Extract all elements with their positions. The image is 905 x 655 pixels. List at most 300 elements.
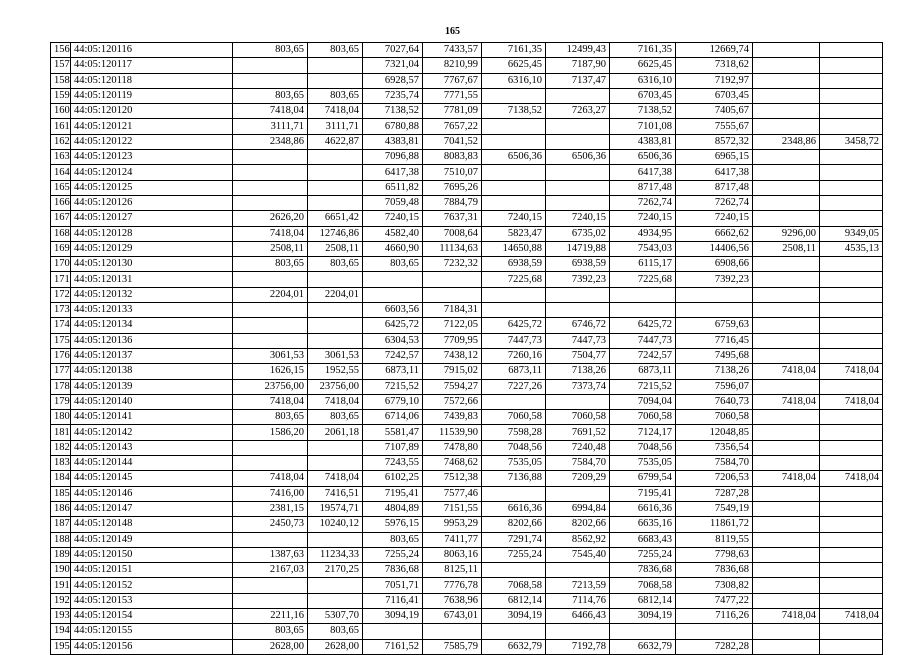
table-row (51, 379, 883, 394)
value-cell (482, 195, 546, 210)
value-cell (753, 517, 820, 532)
value-cell (753, 501, 820, 516)
value-cell: 803,65 (363, 532, 423, 547)
value-cell: 2508,11 (753, 241, 820, 256)
value-cell: 14650,88 (482, 241, 546, 256)
value-cell: 7195,41 (363, 486, 423, 501)
table-row (51, 165, 883, 180)
value-cell (753, 318, 820, 333)
row-number-cell: 185 (51, 486, 71, 501)
value-cell: 6662,62 (676, 226, 753, 241)
value-cell: 6779,10 (363, 394, 423, 409)
value-cell: 6635,16 (610, 517, 676, 532)
value-cell (820, 486, 883, 501)
table-row (51, 639, 883, 654)
value-cell: 7767,67 (423, 73, 482, 88)
table-row (51, 578, 883, 593)
value-cell (753, 303, 820, 318)
value-cell: 8210,99 (423, 58, 482, 73)
value-cell (753, 379, 820, 394)
value-cell: 7008,64 (423, 226, 482, 241)
cadastral-code-cell: 44:05:120125 (71, 180, 233, 195)
value-cell: 8562,92 (546, 532, 610, 547)
value-cell: 2381,15 (233, 501, 308, 516)
value-cell: 7577,46 (423, 486, 482, 501)
value-cell: 7418,04 (233, 471, 308, 486)
value-cell: 7060,58 (610, 410, 676, 425)
value-cell: 7041,52 (423, 134, 482, 149)
value-cell (233, 180, 308, 195)
value-cell: 2628,00 (233, 639, 308, 654)
value-cell: 2626,20 (233, 211, 308, 226)
value-cell: 2348,86 (233, 134, 308, 149)
value-cell: 2170,25 (308, 563, 363, 578)
row-number-cell: 187 (51, 517, 71, 532)
value-cell: 7392,23 (676, 272, 753, 287)
value-cell: 7192,97 (676, 73, 753, 88)
value-cell (820, 272, 883, 287)
table-row (51, 43, 883, 58)
value-cell: 7356,54 (676, 440, 753, 455)
cadastral-code-cell: 44:05:120142 (71, 425, 233, 440)
value-cell: 7545,40 (546, 547, 610, 562)
value-cell (820, 517, 883, 532)
row-number-cell: 194 (51, 624, 71, 639)
value-cell (482, 394, 546, 409)
value-cell: 7447,73 (546, 333, 610, 348)
value-cell: 8119,55 (676, 532, 753, 547)
value-cell: 1586,20 (233, 425, 308, 440)
table-row (51, 532, 883, 547)
row-number-cell: 164 (51, 165, 71, 180)
value-cell: 803,65 (308, 410, 363, 425)
value-cell (820, 440, 883, 455)
value-cell: 7151,55 (423, 501, 482, 516)
value-cell: 7318,62 (676, 58, 753, 73)
value-cell (308, 195, 363, 210)
value-cell: 7184,31 (423, 303, 482, 318)
value-cell (233, 58, 308, 73)
value-cell (423, 624, 482, 639)
value-cell: 7373,74 (546, 379, 610, 394)
value-cell: 6746,72 (546, 318, 610, 333)
value-cell: 7227,26 (482, 379, 546, 394)
value-cell: 4383,81 (363, 134, 423, 149)
value-cell: 6417,38 (610, 165, 676, 180)
value-cell (308, 333, 363, 348)
value-cell: 3094,19 (610, 608, 676, 623)
value-cell (753, 624, 820, 639)
value-cell: 7716,45 (676, 333, 753, 348)
value-cell: 11234,33 (308, 547, 363, 562)
cadastral-code-cell: 44:05:120149 (71, 532, 233, 547)
value-cell: 7439,83 (423, 410, 482, 425)
value-cell (820, 563, 883, 578)
table-row (51, 119, 883, 134)
value-cell: 7418,04 (753, 364, 820, 379)
value-cell (233, 532, 308, 547)
value-cell: 7161,52 (363, 639, 423, 654)
row-number-cell: 162 (51, 134, 71, 149)
value-cell: 7418,04 (753, 471, 820, 486)
value-cell (820, 639, 883, 654)
value-cell: 6466,43 (546, 608, 610, 623)
table-row (51, 410, 883, 425)
value-cell: 803,65 (363, 257, 423, 272)
value-cell (820, 501, 883, 516)
value-cell: 6316,10 (482, 73, 546, 88)
value-cell (753, 348, 820, 363)
cadastral-code-cell: 44:05:120140 (71, 394, 233, 409)
value-cell (820, 180, 883, 195)
value-cell (546, 563, 610, 578)
table-row (51, 348, 883, 363)
value-cell (820, 287, 883, 302)
value-cell: 7242,57 (363, 348, 423, 363)
value-cell (482, 287, 546, 302)
value-cell: 7124,17 (610, 425, 676, 440)
value-cell: 7138,52 (363, 104, 423, 119)
value-cell: 7535,05 (482, 456, 546, 471)
value-cell: 12669,74 (676, 43, 753, 58)
value-cell: 7262,74 (610, 195, 676, 210)
value-cell: 7051,71 (363, 578, 423, 593)
value-cell (233, 456, 308, 471)
value-cell: 6616,36 (482, 501, 546, 516)
value-cell: 6928,57 (363, 73, 423, 88)
value-cell: 7282,28 (676, 639, 753, 654)
table-row (51, 440, 883, 455)
value-cell: 6714,06 (363, 410, 423, 425)
value-cell: 6703,45 (676, 88, 753, 103)
value-cell (820, 318, 883, 333)
value-cell (753, 180, 820, 195)
value-cell (546, 486, 610, 501)
value-cell: 7291,74 (482, 532, 546, 547)
value-cell: 7321,04 (363, 58, 423, 73)
value-cell (546, 88, 610, 103)
value-cell: 7584,70 (676, 456, 753, 471)
cadastral-code-cell: 44:05:120127 (71, 211, 233, 226)
row-number-cell: 163 (51, 150, 71, 165)
value-cell: 6759,63 (676, 318, 753, 333)
table-row (51, 394, 883, 409)
value-cell: 23756,00 (233, 379, 308, 394)
value-cell (753, 425, 820, 440)
value-cell: 7059,48 (363, 195, 423, 210)
cadastral-value-table (50, 42, 883, 655)
table-row (51, 134, 883, 149)
value-cell: 7418,04 (233, 104, 308, 119)
value-cell: 803,65 (308, 43, 363, 58)
value-cell (753, 639, 820, 654)
value-cell: 2061,18 (308, 425, 363, 440)
value-cell: 8125,11 (423, 563, 482, 578)
table-row (51, 425, 883, 440)
cadastral-code-cell: 44:05:120138 (71, 364, 233, 379)
value-cell: 6316,10 (610, 73, 676, 88)
value-cell: 7510,07 (423, 165, 482, 180)
value-cell (676, 287, 753, 302)
value-cell (546, 394, 610, 409)
value-cell: 7240,15 (546, 211, 610, 226)
row-number-cell: 190 (51, 563, 71, 578)
value-cell (233, 333, 308, 348)
value-cell: 6703,45 (610, 88, 676, 103)
value-cell (753, 440, 820, 455)
value-cell: 6780,88 (363, 119, 423, 134)
cadastral-code-cell: 44:05:120143 (71, 440, 233, 455)
cadastral-code-cell: 44:05:120116 (71, 43, 233, 58)
value-cell: 4535,13 (820, 241, 883, 256)
value-cell: 7060,58 (676, 410, 753, 425)
value-cell: 2204,01 (233, 287, 308, 302)
value-cell (820, 456, 883, 471)
cadastral-code-cell: 44:05:120144 (71, 456, 233, 471)
table-row (51, 608, 883, 623)
value-cell: 7255,24 (482, 547, 546, 562)
value-cell: 7418,04 (233, 394, 308, 409)
value-cell: 7114,76 (546, 593, 610, 608)
value-cell: 8063,16 (423, 547, 482, 562)
value-cell: 7798,63 (676, 547, 753, 562)
value-cell: 3111,71 (233, 119, 308, 134)
value-cell (753, 333, 820, 348)
cadastral-code-cell: 44:05:120136 (71, 333, 233, 348)
value-cell (753, 104, 820, 119)
row-number-cell: 160 (51, 104, 71, 119)
value-cell: 7418,04 (753, 394, 820, 409)
value-cell (753, 211, 820, 226)
value-cell: 8202,66 (482, 517, 546, 532)
value-cell (233, 73, 308, 88)
value-cell: 7138,26 (676, 364, 753, 379)
value-cell (753, 287, 820, 302)
value-cell: 7232,32 (423, 257, 482, 272)
row-number-cell: 171 (51, 272, 71, 287)
row-number-cell: 176 (51, 348, 71, 363)
row-number-cell: 174 (51, 318, 71, 333)
row-number-cell: 179 (51, 394, 71, 409)
table-row (51, 318, 883, 333)
value-cell: 2167,03 (233, 563, 308, 578)
table-row (51, 241, 883, 256)
value-cell: 803,65 (233, 410, 308, 425)
value-cell: 7192,78 (546, 639, 610, 654)
value-cell: 7122,05 (423, 318, 482, 333)
value-cell: 7695,26 (423, 180, 482, 195)
value-cell: 6873,11 (610, 364, 676, 379)
value-cell: 7137,47 (546, 73, 610, 88)
table-row (51, 593, 883, 608)
value-cell (753, 563, 820, 578)
table-body (51, 43, 883, 655)
value-cell: 7572,66 (423, 394, 482, 409)
value-cell: 803,65 (308, 257, 363, 272)
value-cell: 7138,52 (482, 104, 546, 119)
row-number-cell: 173 (51, 303, 71, 318)
row-number-cell: 188 (51, 532, 71, 547)
value-cell: 4622,87 (308, 134, 363, 149)
value-cell: 7206,53 (676, 471, 753, 486)
value-cell: 4582,40 (363, 226, 423, 241)
value-cell: 7691,52 (546, 425, 610, 440)
value-cell: 7225,68 (610, 272, 676, 287)
value-cell (482, 303, 546, 318)
value-cell: 7242,57 (610, 348, 676, 363)
table-row (51, 501, 883, 516)
table-row (51, 150, 883, 165)
table-row (51, 272, 883, 287)
value-cell (610, 287, 676, 302)
table-row (51, 624, 883, 639)
value-cell: 2348,86 (753, 134, 820, 149)
cadastral-code-cell: 44:05:120122 (71, 134, 233, 149)
value-cell: 7433,57 (423, 43, 482, 58)
cadastral-code-cell: 44:05:120117 (71, 58, 233, 73)
value-cell: 7884,79 (423, 195, 482, 210)
value-cell: 7709,95 (423, 333, 482, 348)
value-cell: 7657,22 (423, 119, 482, 134)
value-cell: 2450,73 (233, 517, 308, 532)
value-cell: 12746,86 (308, 226, 363, 241)
value-cell: 6908,66 (676, 257, 753, 272)
value-cell: 7235,74 (363, 88, 423, 103)
value-cell (363, 624, 423, 639)
value-cell: 4804,89 (363, 501, 423, 516)
value-cell (482, 134, 546, 149)
value-cell (233, 150, 308, 165)
value-cell: 9953,29 (423, 517, 482, 532)
row-number-cell: 177 (51, 364, 71, 379)
value-cell: 7418,04 (820, 394, 883, 409)
value-cell (308, 180, 363, 195)
value-cell (820, 73, 883, 88)
value-cell (233, 303, 308, 318)
value-cell: 6425,72 (482, 318, 546, 333)
value-cell: 7584,70 (546, 456, 610, 471)
value-cell: 7240,15 (363, 211, 423, 226)
value-cell (820, 410, 883, 425)
row-number-cell: 156 (51, 43, 71, 58)
value-cell (820, 43, 883, 58)
value-cell: 7392,23 (546, 272, 610, 287)
cadastral-code-cell: 44:05:120126 (71, 195, 233, 210)
value-cell: 3458,72 (820, 134, 883, 149)
value-cell (820, 211, 883, 226)
value-cell (233, 440, 308, 455)
value-cell (308, 150, 363, 165)
value-cell (363, 287, 423, 302)
value-cell: 803,65 (233, 624, 308, 639)
row-number-cell: 178 (51, 379, 71, 394)
value-cell: 23756,00 (308, 379, 363, 394)
value-cell: 7101,08 (610, 119, 676, 134)
value-cell: 7187,90 (546, 58, 610, 73)
value-cell: 6102,25 (363, 471, 423, 486)
value-cell (820, 104, 883, 119)
cadastral-code-cell: 44:05:120147 (71, 501, 233, 516)
value-cell: 7138,26 (546, 364, 610, 379)
value-cell (820, 58, 883, 73)
value-cell: 7136,88 (482, 471, 546, 486)
value-cell: 5307,70 (308, 608, 363, 623)
value-cell: 7418,04 (753, 608, 820, 623)
value-cell (482, 180, 546, 195)
value-cell (820, 547, 883, 562)
cadastral-code-cell: 44:05:120145 (71, 471, 233, 486)
value-cell (308, 440, 363, 455)
value-cell: 6506,36 (482, 150, 546, 165)
value-cell: 7060,58 (482, 410, 546, 425)
value-cell: 14406,56 (676, 241, 753, 256)
table-row (51, 104, 883, 119)
value-cell: 11861,72 (676, 517, 753, 532)
cadastral-code-cell: 44:05:120150 (71, 547, 233, 562)
value-cell: 7255,24 (363, 547, 423, 562)
value-cell (546, 303, 610, 318)
table-row (51, 364, 883, 379)
value-cell (820, 425, 883, 440)
value-cell: 7836,68 (363, 563, 423, 578)
value-cell: 3111,71 (308, 119, 363, 134)
value-cell: 7495,68 (676, 348, 753, 363)
value-cell: 7060,58 (546, 410, 610, 425)
row-number-cell: 165 (51, 180, 71, 195)
value-cell (482, 486, 546, 501)
value-cell (308, 593, 363, 608)
cadastral-code-cell: 44:05:120132 (71, 287, 233, 302)
value-cell: 6632,79 (482, 639, 546, 654)
value-cell: 11539,90 (423, 425, 482, 440)
value-cell: 7195,41 (610, 486, 676, 501)
value-cell (546, 119, 610, 134)
value-cell (676, 624, 753, 639)
row-number-cell: 182 (51, 440, 71, 455)
value-cell: 1952,55 (308, 364, 363, 379)
value-cell: 7418,04 (820, 471, 883, 486)
value-cell: 7504,77 (546, 348, 610, 363)
value-cell: 803,65 (233, 43, 308, 58)
value-cell: 6938,59 (546, 257, 610, 272)
value-cell: 8572,32 (676, 134, 753, 149)
value-cell (482, 165, 546, 180)
cadastral-code-cell: 44:05:120131 (71, 272, 233, 287)
value-cell: 9296,00 (753, 226, 820, 241)
cadastral-code-cell: 44:05:120130 (71, 257, 233, 272)
value-cell: 7243,55 (363, 456, 423, 471)
value-cell: 7308,82 (676, 578, 753, 593)
value-cell (233, 318, 308, 333)
table-row (51, 211, 883, 226)
value-cell: 3061,53 (233, 348, 308, 363)
value-cell: 3061,53 (308, 348, 363, 363)
cadastral-code-cell: 44:05:120121 (71, 119, 233, 134)
row-number-cell: 195 (51, 639, 71, 654)
value-cell: 7549,19 (676, 501, 753, 516)
value-cell (820, 624, 883, 639)
value-cell: 7418,04 (308, 104, 363, 119)
value-cell: 7781,09 (423, 104, 482, 119)
value-cell: 10240,12 (308, 517, 363, 532)
value-cell: 7418,04 (308, 394, 363, 409)
value-cell: 6625,45 (610, 58, 676, 73)
value-cell (753, 456, 820, 471)
value-cell (820, 379, 883, 394)
value-cell (233, 578, 308, 593)
value-cell (753, 593, 820, 608)
row-number-cell: 180 (51, 410, 71, 425)
